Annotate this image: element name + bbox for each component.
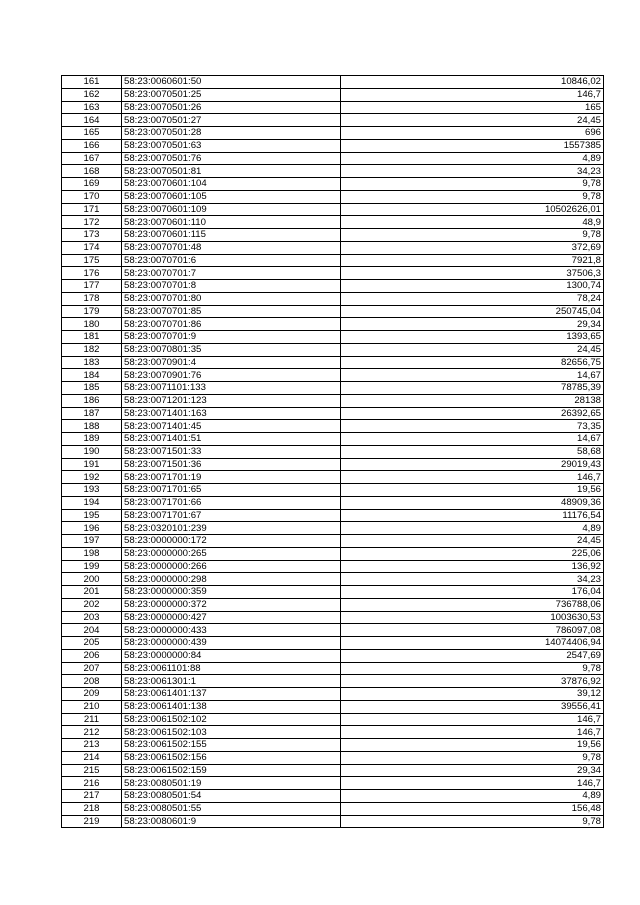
cadastral-value: 7921,8 bbox=[341, 254, 604, 267]
cadastral-value: 10502626,01 bbox=[341, 203, 604, 216]
row-number: 200 bbox=[62, 573, 122, 586]
cadastral-number: 58:23:0061401:137 bbox=[122, 688, 341, 701]
row-number: 170 bbox=[62, 190, 122, 203]
table-row bbox=[62, 356, 604, 369]
row-number: 169 bbox=[62, 178, 122, 191]
row-number: 218 bbox=[62, 802, 122, 815]
cadastral-value: 372,69 bbox=[341, 241, 604, 254]
cadastral-value: 165 bbox=[341, 101, 604, 114]
cadastral-value: 19,56 bbox=[341, 484, 604, 497]
cadastral-value: 9,78 bbox=[341, 662, 604, 675]
cadastral-number: 58:23:0320101:239 bbox=[122, 522, 341, 535]
cadastral-number: 58:23:0000000:372 bbox=[122, 598, 341, 611]
cadastral-number: 58:23:0071501:36 bbox=[122, 458, 341, 471]
table-row bbox=[62, 305, 604, 318]
row-number: 162 bbox=[62, 88, 122, 101]
cadastral-value: 39556,41 bbox=[341, 700, 604, 713]
row-number: 179 bbox=[62, 305, 122, 318]
row-number: 203 bbox=[62, 611, 122, 624]
table-row bbox=[62, 547, 604, 560]
row-number: 177 bbox=[62, 280, 122, 293]
table-row bbox=[62, 777, 604, 790]
cadastral-value: 9,78 bbox=[341, 751, 604, 764]
cadastral-value: 736788,06 bbox=[341, 598, 604, 611]
table-row bbox=[62, 101, 604, 114]
cadastral-value: 696 bbox=[341, 127, 604, 140]
cadastral-number: 58:23:0061502:103 bbox=[122, 726, 341, 739]
cadastral-value: 82656,75 bbox=[341, 356, 604, 369]
cadastral-value: 58,68 bbox=[341, 445, 604, 458]
cadastral-value: 146,7 bbox=[341, 777, 604, 790]
row-number: 191 bbox=[62, 458, 122, 471]
table-row bbox=[62, 139, 604, 152]
table-row bbox=[62, 802, 604, 815]
table-row bbox=[62, 790, 604, 803]
row-number: 205 bbox=[62, 637, 122, 650]
cadastral-number: 58:23:0070701:80 bbox=[122, 292, 341, 305]
cadastral-value: 156,48 bbox=[341, 802, 604, 815]
cadastral-value: 4,89 bbox=[341, 152, 604, 165]
cadastral-number: 58:23:0070601:110 bbox=[122, 216, 341, 229]
cadastral-value: 786097,08 bbox=[341, 624, 604, 637]
table-row bbox=[62, 471, 604, 484]
table-row bbox=[62, 331, 604, 344]
row-number: 195 bbox=[62, 509, 122, 522]
cadastral-number: 58:23:0000000:433 bbox=[122, 624, 341, 637]
table-row bbox=[62, 76, 604, 89]
row-number: 175 bbox=[62, 254, 122, 267]
cadastral-number: 58:23:0071401:45 bbox=[122, 420, 341, 433]
table-row bbox=[62, 178, 604, 191]
row-number: 184 bbox=[62, 369, 122, 382]
cadastral-value: 1300,74 bbox=[341, 280, 604, 293]
cadastral-value: 39,12 bbox=[341, 688, 604, 701]
cadastral-value: 250745,04 bbox=[341, 305, 604, 318]
row-number: 217 bbox=[62, 790, 122, 803]
cadastral-number: 58:23:0070801:35 bbox=[122, 343, 341, 356]
cadastral-number: 58:23:0070601:104 bbox=[122, 178, 341, 191]
cadastral-number: 58:23:0070701:86 bbox=[122, 318, 341, 331]
table-row bbox=[62, 190, 604, 203]
cadastral-number: 58:23:0070501:63 bbox=[122, 139, 341, 152]
cadastral-value: 24,45 bbox=[341, 114, 604, 127]
cadastral-number: 58:23:0080601:9 bbox=[122, 815, 341, 828]
cadastral-value: 146,7 bbox=[341, 88, 604, 101]
row-number: 207 bbox=[62, 662, 122, 675]
cadastral-value: 48,9 bbox=[341, 216, 604, 229]
cadastral-value: 14,67 bbox=[341, 433, 604, 446]
cadastral-value: 37506,3 bbox=[341, 267, 604, 280]
cadastral-value: 48909,36 bbox=[341, 496, 604, 509]
row-number: 213 bbox=[62, 739, 122, 752]
table-row bbox=[62, 700, 604, 713]
cadastral-value: 1003630,53 bbox=[341, 611, 604, 624]
row-number: 192 bbox=[62, 471, 122, 484]
cadastral-value: 4,89 bbox=[341, 790, 604, 803]
cadastral-number: 58:23:0070501:27 bbox=[122, 114, 341, 127]
cadastral-value: 19,56 bbox=[341, 739, 604, 752]
table-row bbox=[62, 586, 604, 599]
row-number: 164 bbox=[62, 114, 122, 127]
cadastral-number: 58:23:0080501:55 bbox=[122, 802, 341, 815]
cadastral-number: 58:23:0070501:26 bbox=[122, 101, 341, 114]
table-row bbox=[62, 764, 604, 777]
table-row bbox=[62, 420, 604, 433]
row-number: 196 bbox=[62, 522, 122, 535]
cadastral-number: 58:23:0061502:156 bbox=[122, 751, 341, 764]
row-number: 190 bbox=[62, 445, 122, 458]
cadastral-value: 34,23 bbox=[341, 573, 604, 586]
cadastral-number: 58:23:0071701:19 bbox=[122, 471, 341, 484]
cadastral-number: 58:23:0070501:25 bbox=[122, 88, 341, 101]
table-row bbox=[62, 751, 604, 764]
row-number: 165 bbox=[62, 127, 122, 140]
table-row bbox=[62, 254, 604, 267]
row-number: 186 bbox=[62, 394, 122, 407]
table-row bbox=[62, 458, 604, 471]
row-number: 194 bbox=[62, 496, 122, 509]
table-row bbox=[62, 611, 604, 624]
cadastral-number: 58:23:0061502:155 bbox=[122, 739, 341, 752]
row-number: 209 bbox=[62, 688, 122, 701]
cadastral-value: 29,34 bbox=[341, 764, 604, 777]
cadastral-number: 58:23:0000000:84 bbox=[122, 649, 341, 662]
cadastral-value: 136,92 bbox=[341, 560, 604, 573]
row-number: 176 bbox=[62, 267, 122, 280]
cadastral-number: 58:23:0070601:105 bbox=[122, 190, 341, 203]
row-number: 198 bbox=[62, 547, 122, 560]
table-row bbox=[62, 152, 604, 165]
cadastral-number: 58:23:0000000:265 bbox=[122, 547, 341, 560]
table-row bbox=[62, 688, 604, 701]
cadastral-number: 58:23:0071701:67 bbox=[122, 509, 341, 522]
row-number: 208 bbox=[62, 675, 122, 688]
row-number: 163 bbox=[62, 101, 122, 114]
cadastral-value: 11176,54 bbox=[341, 509, 604, 522]
cadastral-number: 58:23:0070501:76 bbox=[122, 152, 341, 165]
table-row bbox=[62, 675, 604, 688]
table-row bbox=[62, 598, 604, 611]
row-number: 210 bbox=[62, 700, 122, 713]
cadastral-number: 58:23:0070701:6 bbox=[122, 254, 341, 267]
row-number: 216 bbox=[62, 777, 122, 790]
row-number: 201 bbox=[62, 586, 122, 599]
cadastral-number: 58:23:0000000:359 bbox=[122, 586, 341, 599]
row-number: 167 bbox=[62, 152, 122, 165]
cadastral-value: 9,78 bbox=[341, 190, 604, 203]
cadastral-number: 58:23:0070501:81 bbox=[122, 165, 341, 178]
cadastral-number: 58:23:0061401:138 bbox=[122, 700, 341, 713]
cadastral-value: 4,89 bbox=[341, 522, 604, 535]
row-number: 199 bbox=[62, 560, 122, 573]
cadastral-value: 78785,39 bbox=[341, 382, 604, 395]
cadastral-number: 58:23:0070701:48 bbox=[122, 241, 341, 254]
table-row bbox=[62, 509, 604, 522]
row-number: 161 bbox=[62, 76, 122, 89]
cadastral-value: 28138 bbox=[341, 394, 604, 407]
table-row bbox=[62, 382, 604, 395]
row-number: 183 bbox=[62, 356, 122, 369]
table-row bbox=[62, 713, 604, 726]
cadastral-value: 14,67 bbox=[341, 369, 604, 382]
row-number: 189 bbox=[62, 433, 122, 446]
cadastral-number: 58:23:0070701:7 bbox=[122, 267, 341, 280]
table-row bbox=[62, 522, 604, 535]
cadastral-value: 176,04 bbox=[341, 586, 604, 599]
cadastral-value: 1557385 bbox=[341, 139, 604, 152]
table-row bbox=[62, 394, 604, 407]
cadastral-number: 58:23:0000000:266 bbox=[122, 560, 341, 573]
table-row bbox=[62, 637, 604, 650]
table-body bbox=[62, 76, 604, 828]
cadastral-value: 14074406,94 bbox=[341, 637, 604, 650]
table-row bbox=[62, 484, 604, 497]
cadastral-number: 58:23:0070601:109 bbox=[122, 203, 341, 216]
cadastral-number: 58:23:0060601:50 bbox=[122, 76, 341, 89]
cadastral-number: 58:23:0080501:19 bbox=[122, 777, 341, 790]
row-number: 174 bbox=[62, 241, 122, 254]
row-number: 166 bbox=[62, 139, 122, 152]
row-number: 219 bbox=[62, 815, 122, 828]
row-number: 180 bbox=[62, 318, 122, 331]
cadastral-value: 9,78 bbox=[341, 815, 604, 828]
cadastral-number: 58:23:0070701:9 bbox=[122, 331, 341, 344]
table-row bbox=[62, 662, 604, 675]
cadastral-value: 9,78 bbox=[341, 229, 604, 242]
cadastral-number: 58:23:0070901:4 bbox=[122, 356, 341, 369]
row-number: 182 bbox=[62, 343, 122, 356]
table-row bbox=[62, 726, 604, 739]
cadastral-value: 225,06 bbox=[341, 547, 604, 560]
cadastral-value: 1393,65 bbox=[341, 331, 604, 344]
cadastral-value: 10846,02 bbox=[341, 76, 604, 89]
cadastral-number: 58:23:0061502:159 bbox=[122, 764, 341, 777]
cadastral-number: 58:23:0000000:439 bbox=[122, 637, 341, 650]
row-number: 204 bbox=[62, 624, 122, 637]
table-row bbox=[62, 496, 604, 509]
table-row bbox=[62, 815, 604, 828]
row-number: 214 bbox=[62, 751, 122, 764]
table-row bbox=[62, 203, 604, 216]
table-row bbox=[62, 241, 604, 254]
table-row bbox=[62, 292, 604, 305]
cadastral-number: 58:23:0070701:85 bbox=[122, 305, 341, 318]
row-number: 181 bbox=[62, 331, 122, 344]
table-row bbox=[62, 216, 604, 229]
cadastral-value: 2547,69 bbox=[341, 649, 604, 662]
cadastral-number: 58:23:0061101:88 bbox=[122, 662, 341, 675]
row-number: 171 bbox=[62, 203, 122, 216]
cadastral-value: 29,34 bbox=[341, 318, 604, 331]
cadastral-number: 58:23:0061502:102 bbox=[122, 713, 341, 726]
row-number: 187 bbox=[62, 407, 122, 420]
cadastral-number: 58:23:0071101:133 bbox=[122, 382, 341, 395]
cadastral-value: 29019,43 bbox=[341, 458, 604, 471]
row-number: 206 bbox=[62, 649, 122, 662]
table-row bbox=[62, 560, 604, 573]
row-number: 202 bbox=[62, 598, 122, 611]
cadastral-value: 78,24 bbox=[341, 292, 604, 305]
cadastral-value: 146,7 bbox=[341, 726, 604, 739]
table-row bbox=[62, 535, 604, 548]
table-row bbox=[62, 739, 604, 752]
cadastral-value: 24,45 bbox=[341, 343, 604, 356]
cadastral-number: 58:23:0061301:1 bbox=[122, 675, 341, 688]
cadastral-number: 58:23:0071401:163 bbox=[122, 407, 341, 420]
cadastral-number: 58:23:0080501:54 bbox=[122, 790, 341, 803]
cadastral-number: 58:23:0071701:65 bbox=[122, 484, 341, 497]
cadastral-number: 58:23:0070501:28 bbox=[122, 127, 341, 140]
cadastral-number: 58:23:0071401:51 bbox=[122, 433, 341, 446]
row-number: 212 bbox=[62, 726, 122, 739]
table-row bbox=[62, 624, 604, 637]
table-row bbox=[62, 127, 604, 140]
table-row bbox=[62, 573, 604, 586]
table-row bbox=[62, 267, 604, 280]
row-number: 197 bbox=[62, 535, 122, 548]
cadastral-number: 58:23:0070901:76 bbox=[122, 369, 341, 382]
table-row bbox=[62, 280, 604, 293]
row-number: 172 bbox=[62, 216, 122, 229]
cadastral-number: 58:23:0000000:427 bbox=[122, 611, 341, 624]
cadastral-value: 9,78 bbox=[341, 178, 604, 191]
cadastral-value: 24,45 bbox=[341, 535, 604, 548]
cadastral-number: 58:23:0000000:172 bbox=[122, 535, 341, 548]
table-row bbox=[62, 318, 604, 331]
cadastral-number: 58:23:0071501:33 bbox=[122, 445, 341, 458]
row-number: 188 bbox=[62, 420, 122, 433]
table-row bbox=[62, 649, 604, 662]
row-number: 185 bbox=[62, 382, 122, 395]
row-number: 178 bbox=[62, 292, 122, 305]
cadastral-value: 37876,92 bbox=[341, 675, 604, 688]
table-row bbox=[62, 445, 604, 458]
table-row bbox=[62, 114, 604, 127]
row-number: 215 bbox=[62, 764, 122, 777]
cadastral-number: 58:23:0071201:123 bbox=[122, 394, 341, 407]
cadastral-number: 58:23:0070601:115 bbox=[122, 229, 341, 242]
row-number: 211 bbox=[62, 713, 122, 726]
cadastral-number: 58:23:0071701:66 bbox=[122, 496, 341, 509]
row-number: 193 bbox=[62, 484, 122, 497]
table-row bbox=[62, 229, 604, 242]
cadastral-value: 146,7 bbox=[341, 713, 604, 726]
table-row bbox=[62, 88, 604, 101]
table-row bbox=[62, 343, 604, 356]
cadastral-number: 58:23:0000000:298 bbox=[122, 573, 341, 586]
cadastral-value: 34,23 bbox=[341, 165, 604, 178]
cadastral-number: 58:23:0070701:8 bbox=[122, 280, 341, 293]
row-number: 168 bbox=[62, 165, 122, 178]
cadastral-value-table bbox=[61, 75, 604, 828]
table-row bbox=[62, 407, 604, 420]
table-row bbox=[62, 165, 604, 178]
cadastral-value: 146,7 bbox=[341, 471, 604, 484]
table-row bbox=[62, 433, 604, 446]
cadastral-value: 73,35 bbox=[341, 420, 604, 433]
row-number: 173 bbox=[62, 229, 122, 242]
cadastral-value: 26392,65 bbox=[341, 407, 604, 420]
table-row bbox=[62, 369, 604, 382]
